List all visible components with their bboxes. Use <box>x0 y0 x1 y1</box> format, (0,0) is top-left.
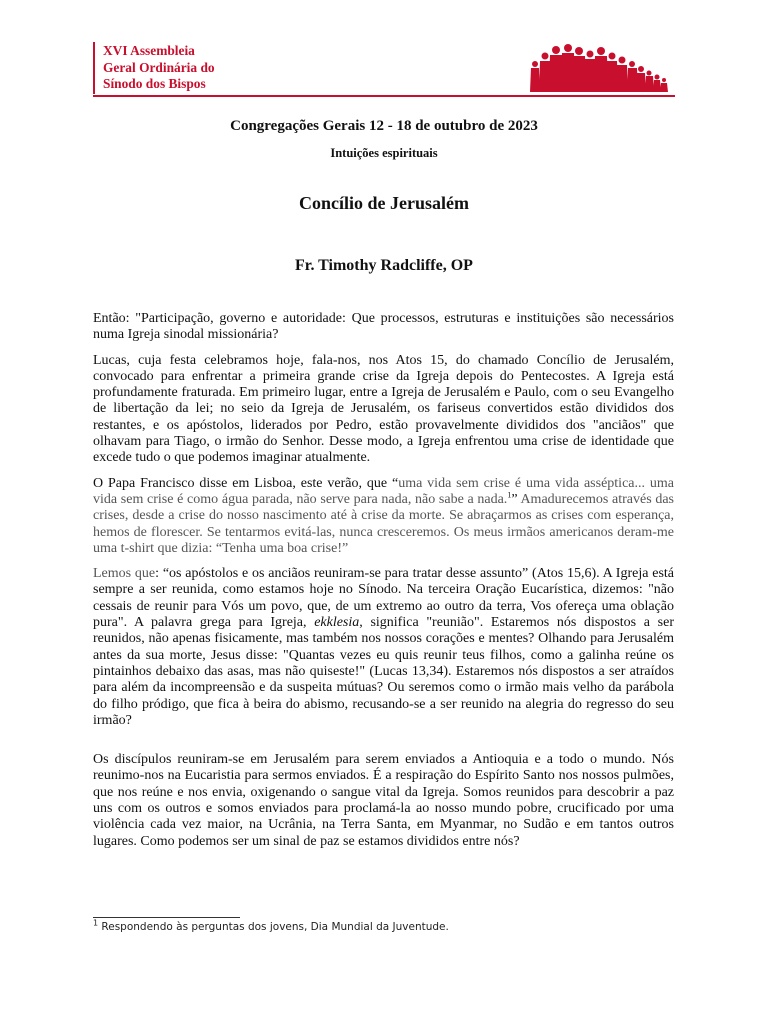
header-title-line-2: Geral Ordinária do <box>103 59 215 75</box>
p4-italic-term: ekklesia <box>314 615 360 631</box>
p4-lead: Lemos que <box>93 566 156 582</box>
paragraph-1: Então: "Participação, governo e autoridade: Que processos, estruturas e instituições são necessários numa Igreja sinodal missionária? <box>93 311 674 343</box>
synod-people-logo-icon <box>521 42 673 94</box>
header-underline <box>93 95 675 97</box>
footnote-separator <box>93 917 240 918</box>
p3-close-quote: ” <box>511 491 518 507</box>
footnote-text: Respondendo às perguntas dos jovens, Dia Mundial da Juventude. <box>98 921 449 933</box>
header-accent-bar <box>93 42 95 94</box>
footnote-mark: 1 <box>93 918 99 928</box>
footnote-reference[interactable]: 1 <box>507 490 512 500</box>
header-title <box>103 43 215 93</box>
p3-intro: O Papa Francisco disse em Lisboa, este verão, que “ <box>93 475 399 491</box>
header-title-line-3: Sínodo dos Bispos <box>103 76 206 91</box>
body-text <box>93 311 674 859</box>
pope-quote: uma vida sem crise é uma vida asséptica... uma vida sem crise é como água parada, não serve para nada, não sabe a nada. <box>93 475 674 507</box>
paragraph-4 <box>93 566 674 729</box>
header-title-line-1: XVI Assembleia <box>103 43 195 58</box>
document-title: Concílio de Jerusalém <box>299 193 469 213</box>
footnote <box>93 918 674 933</box>
paragraph-3 <box>93 476 674 557</box>
document-author: Fr. Timothy Radcliffe, OP <box>295 257 473 274</box>
paragraph-5: Os discípulos reuniram-se em Jerusalém para serem enviados a Antioquia e a todo o mundo. Nós reunimo-nos na Eucaristia para sermos enviados. É a respiração do Espírito Santo nos nossos pulmões, que nos reúne e nos envia, oxigenando o sangue vital da Igreja. Somos reunidos para descobrir a paz uns com os outros e somos enviados para proclamá-la ao nosso mundo pobre, crucificado por uma violência cada vez maior, na Ucrânia, na Terra Santa, em Myanmar, no Sudão e em tantos outros lugares. Como podemos ser um sinal de paz se estamos divididos entre nós? <box>93 752 674 849</box>
meeting-dates: Congregações Gerais 12 - 18 de outubro de 2023 <box>230 118 538 134</box>
document-subtitle: Intuições espirituais <box>330 146 438 160</box>
p3-rest: Amadurecemos através das crises, desde a crise do nosso nascimento até à crise da morte. Se abraçarmos as crises com esperança, hemos de florescer. Se tentarmos evitá-las, nunca cresceremos. Os meus irmãos americanos deram-me uma t-shirt que dizia: “Tenha uma boa crise!” <box>93 491 674 556</box>
synod-header <box>93 42 675 98</box>
p4-part-b: , significa "reunião". Estaremos nós dispostos a ser reunidos, não apenas fisicamente, mas também nos nossos corações e mentes? Olhando para Jerusalém antes da sua morte, Jesus disse: "Quantas vezes eu quis reunir teus filhos, como a galinha reúne os pintainhos debaixo das asas, mas não quiseste!" (Lucas 13,34). Estaremos nós dispostos a ser atraídos para além da incompreensão e da suspeita mútuas? Ou seremos como o irmão mais velho da parábola do filho pródigo, que fica à beira do abismo, recusando-se a ser reunido na alegria do regresso do seu irmão? <box>93 615 675 728</box>
paragraph-2: Lucas, cuja festa celebramos hoje, fala-nos, nos Atos 15, do chamado Concílio de Jerusalém, convocado para enfrentar a primeira grande crise da Igreja depois do Pentecostes. A Igreja está profundamente fraturada. Em primeiro lugar, entre a Igreja de Jerusalém e Paulo, com o seu Evangelho de libertação da lei; no seio da Igreja de Jerusalém, os fariseus convertidos estão divididos dos restantes, e os apóstolos, liderados por Pedro, estão provavelmente divididos dos "anciãos" que olhavam para Tiago, o irmão do Senhor. Desse modo, a Igreja enfrentou uma crise de identidade que excede tudo o que podemos imaginar atualmente. <box>93 352 674 466</box>
p4-part-a: : “os apóstolos e os anciãos reuniram-se para tratar desse assunto” (Atos 15,6). A Igreja está sempre a ser reunida, como estamos hoje no Sínodo. Na terceira Oração Eucarística, dizemos: "não cessais de reunir para Vós um povo, que, de um extremo ao outro da terra, Vos ofereça uma oblação pura". A palavra grega para Igreja, <box>93 566 674 631</box>
